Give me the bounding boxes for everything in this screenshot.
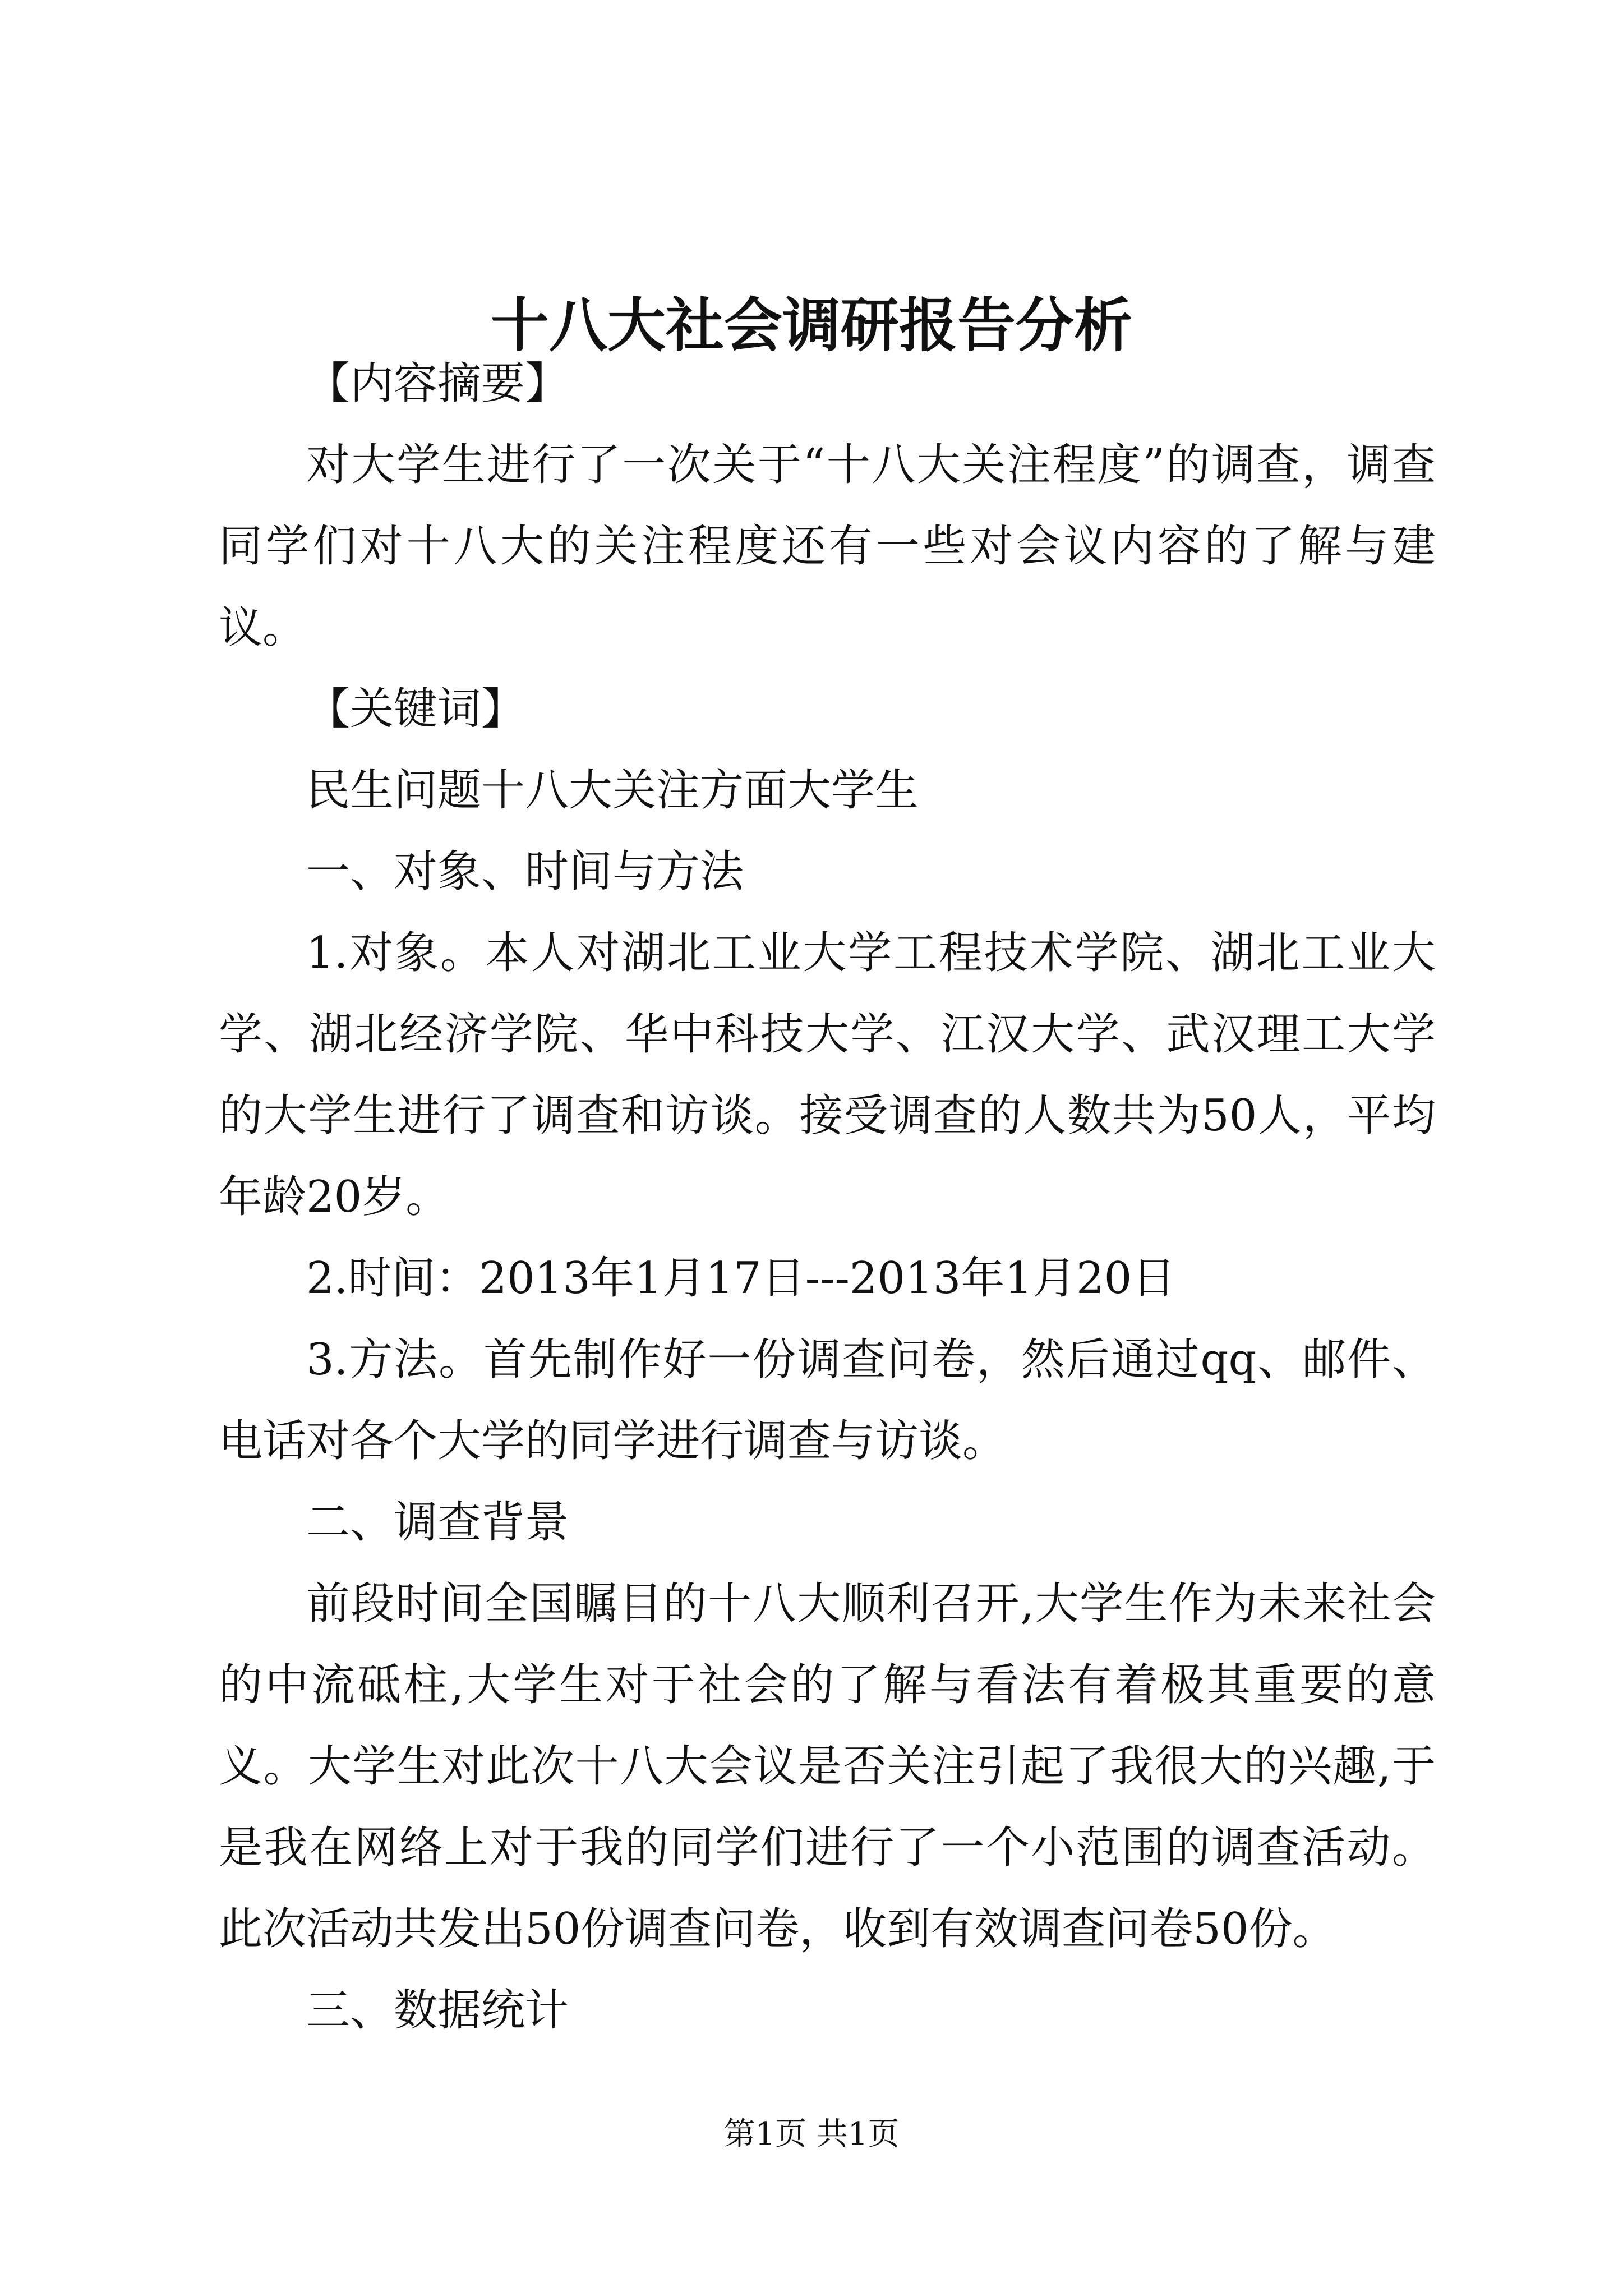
document-title: 十八大社会调研报告分析 [490,291,1132,360]
method-paragraph: 3.方法。首先制作好一份调查问卷，然后通过qq、邮件、电话对各个大学的同学进行调查与访谈。 [219,1335,1436,1466]
document-body [219,343,1436,2051]
background-paragraph: 前段时间全国瞩目的十八大顺利召开,大学生作为未来社会的中流砥柱,大学生对于社会的了解与看法有着极其重要的意义。大学生对此次十八大会议是否关注引起了我很大的兴趣,于是我在网络上对于我的同学们进行了一个小范围的调查活动。此次活动共发出50份调查问卷，收到有效调查问卷50份。 [219,1579,1436,1954]
keywords-paragraph: 民生问题十八大关注方面大学生 [306,765,919,816]
page-footer: 第1页 共1页 [723,2116,900,2152]
abstract-paragraph: 对大学生进行了一次关于“十八大关注程度”的调查，调查同学们对十八大的关注程度还有一些对会议内容的了解与建议。 [219,440,1436,653]
section-heading-statistics: 三、数据统计 [306,1985,569,2036]
section-heading-objects-time-method: 一、对象、时间与方法 [306,846,744,897]
section-heading-background: 二、调查背景 [306,1497,569,1548]
section-heading-keywords: 【关键词】 [306,684,525,734]
section-heading-abstract: 【内容摘要】 [306,358,569,409]
time-paragraph: 2.时间：2013年1月17日---2013年1月20日 [306,1253,1176,1304]
objects-paragraph: 1.对象。本人对湖北工业大学工程技术学院、湖北工业大学、湖北经济学院、华中科技大学、江汉大学、武汉理工大学的大学生进行了调查和访谈。接受调查的人数共为50人，平均年龄20岁。 [219,928,1436,1222]
